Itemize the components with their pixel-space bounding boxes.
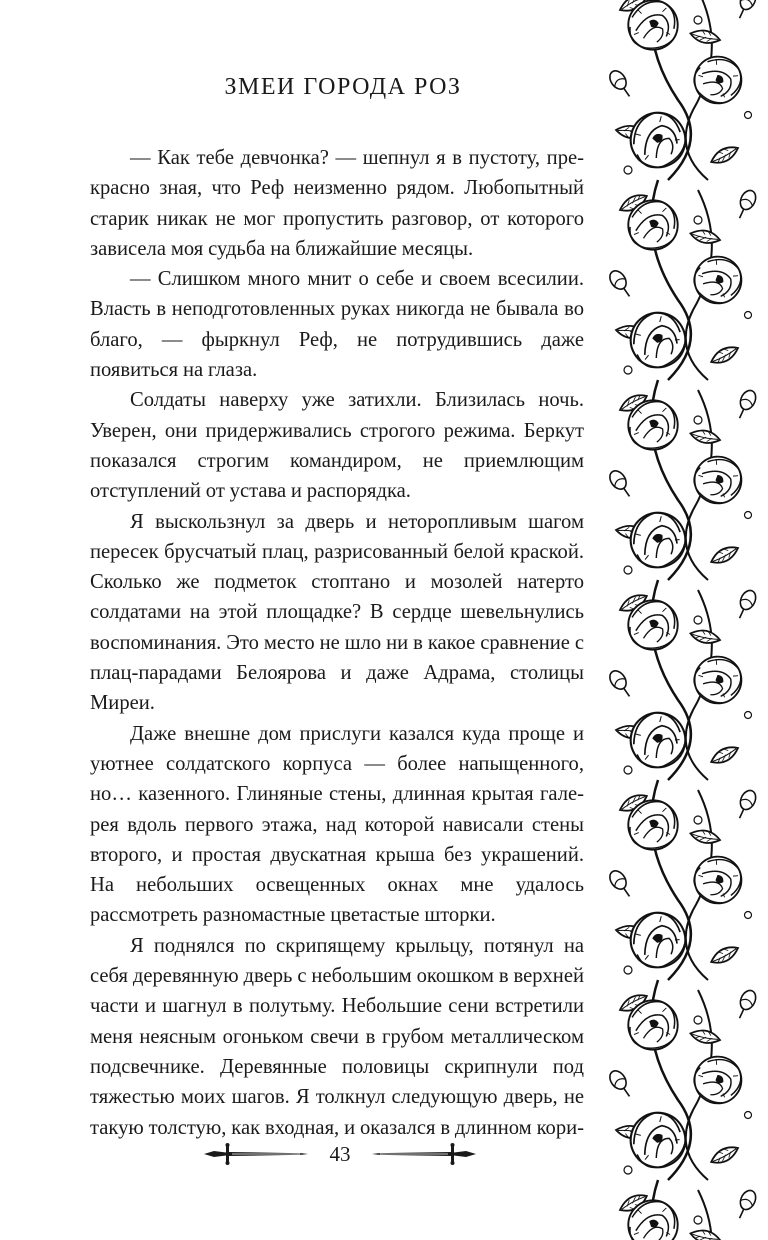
paragraph: — Слишком много мнит о себе и своем всесилии. Власть в неподготовленных руках никогда не бывала во благо, — фыркнул Реф, не потрудившись даже появиться на глаза. (90, 268, 584, 382)
paragraph: Солдаты наверху уже затихли. Близилась ночь. Уверен, они придерживались строгого режима. Беркут показался строгим командиром, не приемлющим отступлений от устава и распорядка. (90, 389, 584, 503)
dagger-icon (200, 1142, 310, 1166)
paragraph: Я выскользнул за дверь и неторопливым шагом пересек брусчатый плац, разрисованный белой краской. Сколько же подметок стоптано и мозолей натерто солдатами на этой площадке? В сердце шевельнулись воспоминания. Это место не шло ни в какое сравнение с плац-парадами Белоярова и даже Адрама, столицы Миреи. (90, 510, 584, 715)
text-block (90, 143, 584, 1143)
rose-vine-icon (598, 0, 768, 1240)
floral-border (598, 0, 768, 1240)
dagger-icon (370, 1142, 480, 1166)
paragraph: — Как тебе девчонка? — шепнул я в пустоту, прекрасно зная, что Реф неизменно рядом. Любопытный старик никак не мог пропустить разговор, от которого зависела моя судьба на ближайшие месяцы. (90, 147, 584, 260)
page-title: ЗМЕИ ГОРОДА РОЗ (224, 74, 462, 100)
page-footer (200, 1140, 480, 1168)
paragraph: Даже внешне дом прислуги казался куда проще и уютнее солдатского корпуса — более напыщенного, но… казенного. Глиняные стены, длинная крытая галерея вдоль первого этажа, над которой нависали стены второго, и простая двускатная крыша без украшений. На небольших освещенных окнах мне удалось рассмотреть разномастные цветастые шторки. (90, 722, 584, 927)
page-number: 43 (329, 1141, 351, 1166)
paragraph: Я поднялся по скрипящему крыльцу, потянул на себя деревянную дверь с небольшим окошком в верхней части и шагнул в полутьму. Небольшие сени встретили меня неясным огоньком свечи в грубом металлическом подсвечнике. Деревянные половицы скрипнули под тяжестью моих шагов. Я толкнул следующую дверь, не такую толстую, как входная, и оказался в длинном кори- (90, 934, 584, 1139)
